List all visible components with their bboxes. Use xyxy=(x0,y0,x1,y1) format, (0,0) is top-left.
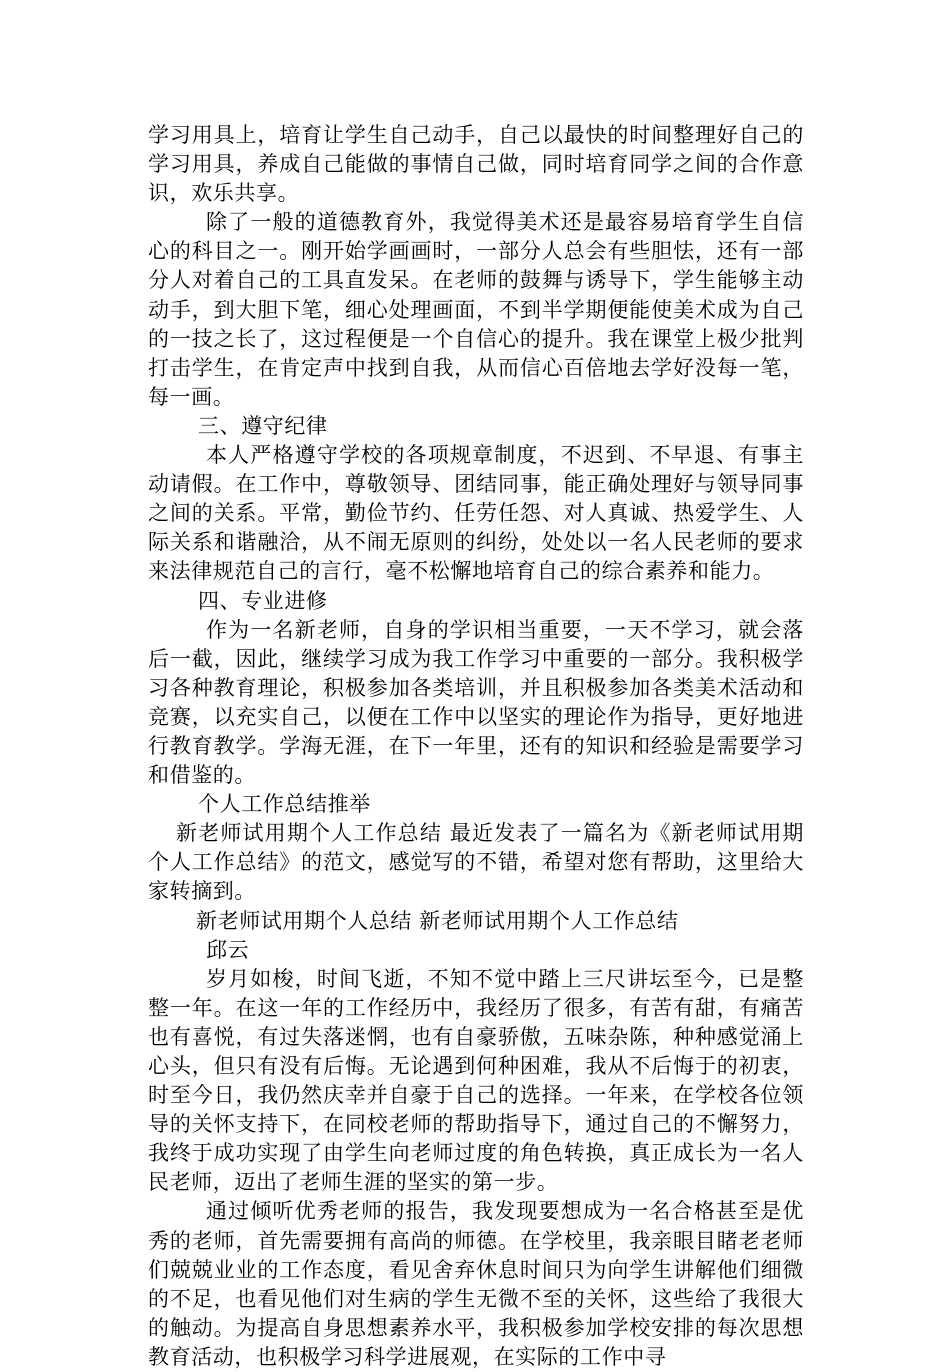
section-heading-professional: 四、专业进修 xyxy=(198,588,328,613)
paragraph-ethics: 通过倾听优秀老师的报告，我发现要想成为一名合格甚至是优秀的老师，首先需要拥有高尚的师德。在学校里，我亲眼目睹老老师们兢兢业业的工作态度，看见舍弃休息时间只为向学生讲解他们细微的不足，也看见他们对生病的学生无微不至的关怀，这些给了我很大的触动。为提高自身思想素养水平，我积极参加学校安排的每次思想教育活动，也积极学习科学进展观，在实际的工作中寻 xyxy=(148,1199,804,1369)
paragraph-continuation: 学习用具上，培育让学生自己动手，自己以最快的时间整理好自己的学习用具，养成自己能做的事情自己做，同时培育同学之间的合作意识，欢乐共享。 xyxy=(148,123,804,206)
article-author: 邱云 xyxy=(206,937,250,962)
paragraph-intro: 新老师试用期个人工作总结 最近发表了一篇名为《新老师试用期个人工作总结》的范文，感觉写的不错，希望对您有帮助，这里给大家转摘到。 xyxy=(148,821,804,904)
paragraph-discipline: 本人严格遵守学校的各项规章制度，不迟到、不早退、有事主动请假。在工作中，尊敬领导、团结同事，能正确处理好与领导同事之间的关系。平常，勤俭节约、任劳任怨、对人真诚、热爱学生、人际关系和谐融洽，从不闹无原则的纠纷，处处以一名人民老师的要求来法律规范自己的言行，毫不松懈地培育自己的综合素养和能力。 xyxy=(148,443,804,584)
article-title: 新老师试用期个人总结 新老师试用期个人工作总结 xyxy=(196,908,679,933)
paragraph-year-review: 岁月如梭，时间飞逝，不知不觉中踏上三尺讲坛至今，已是整整一年。在这一年的工作经历中，我经历了很多，有苦有甜，有痛苦也有喜悦，有过失落迷惘，也有自豪骄傲，五味杂陈，种种感觉涌上心头，但只有没有后悔。无论遇到何种困难，我从不后悔于的初衷，时至今日，我仍然庆幸并自豪于自己的选择。一年来，在学校各位领导的关怀支持下，在同校老师的帮助指导下，通过自己的不懈努力，我终于成功实现了由学生向老师过度的角色转换，真正成长为一名人民老师，迈出了老师生涯的坚实的第一步。 xyxy=(148,966,804,1195)
paragraph-confidence: 除了一般的道德教育外，我觉得美术还是最容易培育学生自信心的科目之一。刚开始学画画时，一部分人总会有些胆怯，还有一部分人对着自己的工具直发呆。在老师的鼓舞与诱导下，学生能够主动动手，到大胆下笔，细心处理画面，不到半学期便能使美术成为自己的一技之长了，这过程便是一个自信心的提升。我在课堂上极少批判打击学生，在肯定声中找到自我，从而信心百倍地去学好没每一笔，每一画。 xyxy=(148,210,804,409)
section-heading-discipline: 三、遵守纪律 xyxy=(198,413,328,438)
section-heading-recommend: 个人工作总结推举 xyxy=(198,792,371,817)
document-body xyxy=(148,121,804,1372)
paragraph-professional: 作为一名新老师，自身的学识相当重要，一天不学习，就会落后一截，因此，继续学习成为我工作学习中重要的一部分。我积极学习各种教育理论，积极参加各类培训，并且积极参加各类美术活动和竞赛，以充实自己，以便在工作中以坚实的理论作为指导，更好地进行教育教学。学海无涯，在下一年里，还有的知识和经验是需要学习和借鉴的。 xyxy=(148,617,804,788)
